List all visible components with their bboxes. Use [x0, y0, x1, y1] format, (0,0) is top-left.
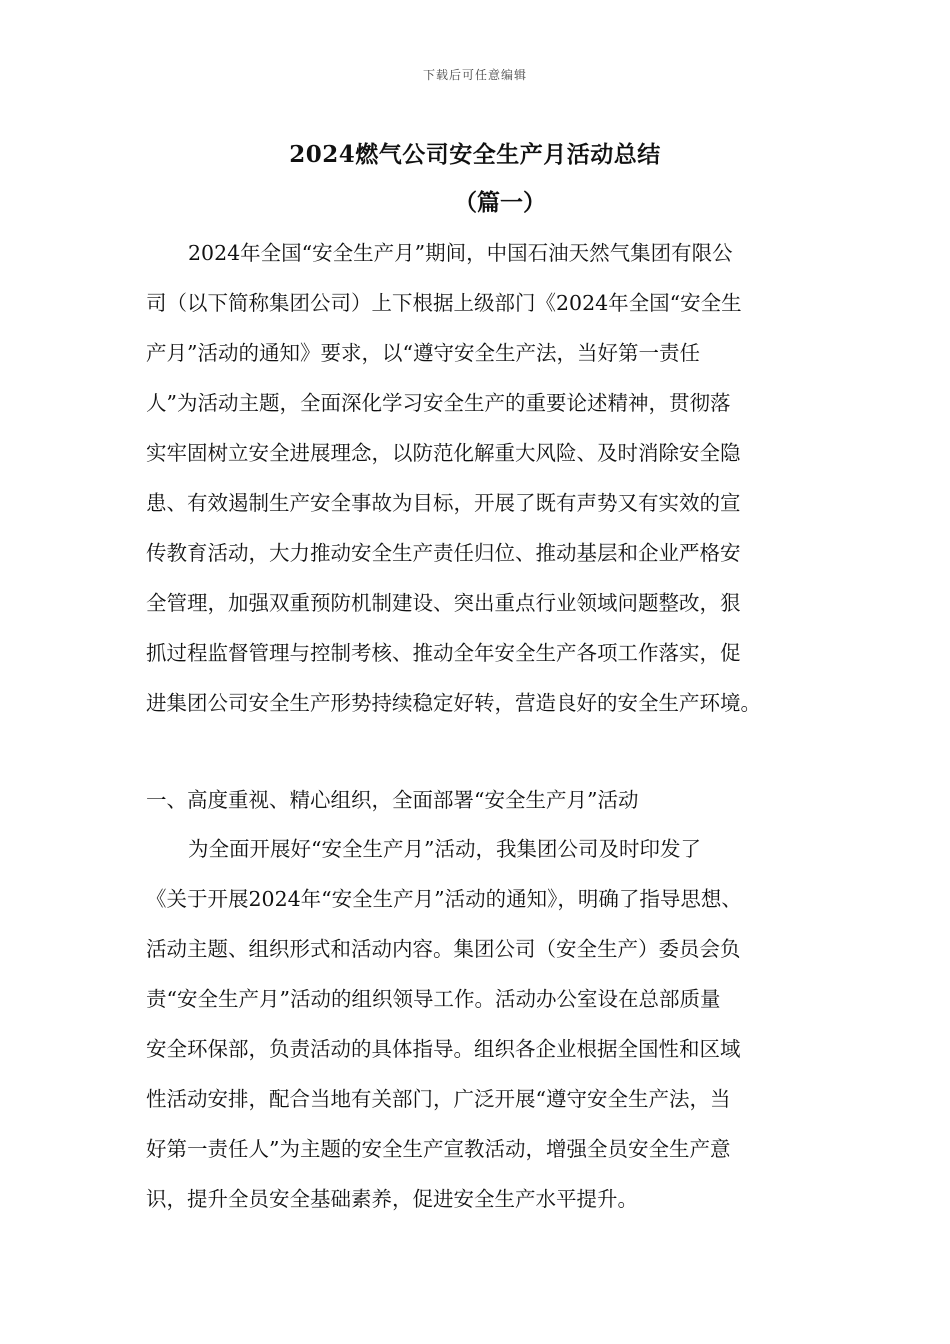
paragraph-line: 实牢固树立安全进展理念，以防范化解重大风险、及时消除安全隐: [146, 441, 741, 465]
paragraph-line: 性活动安排，配合当地有关部门，广泛开展“遵守安全生产法，当: [146, 1087, 731, 1111]
document-title: 2024燃气公司安全生产月活动总结: [289, 141, 661, 168]
paragraph-line: 安全环保部，负责活动的具体指导。组织各企业根据全国性和区域: [146, 1037, 741, 1061]
paragraph-line: 2024年全国“安全生产月”期间，中国石油天然气集团有限公: [188, 241, 733, 265]
section-heading: [146, 775, 806, 825]
paragraph-line: 抓过程监督管理与控制考核、推动全年安全生产各项工作落实，促: [146, 641, 741, 665]
paragraph-line: 《关于开展2024年“安全生产月”活动的通知》，明确了指导思想、: [146, 887, 742, 911]
paragraph-line: 活动主题、组织形式和活动内容。集团公司（安全生产）委员会负: [146, 937, 741, 961]
section-heading-text: 一、高度重视、精心组织，全面部署“安全生产月”活动: [146, 788, 639, 812]
paragraph-intro: [146, 228, 806, 728]
paragraph-line: 产月”活动的通知》要求，以“遵守安全生产法，当好第一责任: [146, 341, 700, 365]
paragraph-line: 识，提升全员安全基础素养，促进安全生产水平提升。: [146, 1187, 638, 1211]
paragraph-line: 传教育活动，大力推动安全生产责任归位、推动基层和企业严格安: [146, 541, 741, 565]
paragraph-line: 进集团公司安全生产形势持续稳定好转，营造良好的安全生产环境。: [146, 691, 761, 715]
paragraph-section1: [146, 824, 806, 1224]
paragraph-line: 人”为活动主题，全面深化学习安全生产的重要论述精神，贯彻落: [146, 391, 731, 415]
paragraph-line: 好第一责任人”为主题的安全生产宣教活动，增强全员安全生产意: [146, 1137, 731, 1161]
paragraph-line: 患、有效遏制生产安全事故为目标，开展了既有声势又有实效的宣: [146, 491, 741, 515]
paragraph-line: 为全面开展好“安全生产月”活动，我集团公司及时印发了: [188, 837, 701, 861]
document-subtitle: （篇一）: [454, 189, 546, 216]
header-note: 下载后可任意编辑: [422, 68, 527, 82]
paragraph-line: 责“安全生产月”活动的组织领导工作。活动办公室设在总部质量: [146, 987, 721, 1011]
paragraph-line: 全管理，加强双重预防机制建设、突出重点行业领域问题整改，狠: [146, 591, 741, 615]
paragraph-line: 司（以下简称集团公司）上下根据上级部门《2024年全国“安全生: [146, 291, 742, 315]
